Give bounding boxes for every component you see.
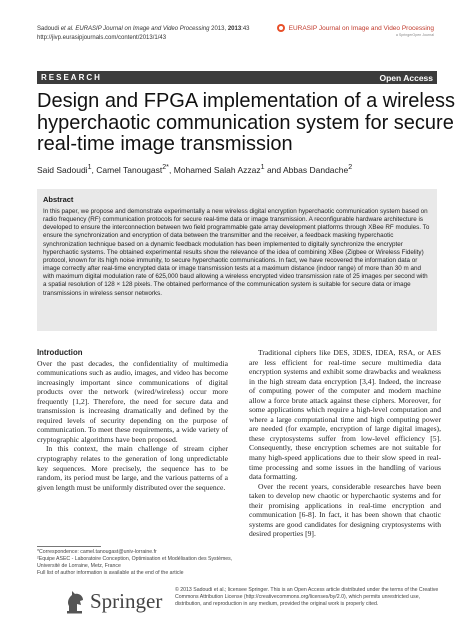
paragraph: Over the recent years, considerable researches have been taken to develop new chaotic or hyperchaotic systems and for their promising applications in real-time encryption and communication [6-8]. In fact, it has been shown that chaotic systems are good candidates for designing cryptosystems with desired properties [9]. <box>249 481 441 539</box>
author: Camel Tanougast <box>96 164 163 175</box>
springer-knight-icon <box>64 588 86 614</box>
publisher-logo <box>64 588 162 614</box>
author: Abbas Dandache <box>283 164 349 175</box>
author-info-note: Full list of author information is available at the end of the article <box>37 570 184 576</box>
body-column-right <box>249 348 441 539</box>
abstract-text: In this paper, we propose and demonstrate experimentally a new wireless digital encryption hyperchaotic communication system based on radio frequency (RF) communication protocols for secure real-time data or image transmission. A reconfigurable hardware architecture is developed to ensure the interconnection between two field programmable gate array development platforms through XBee RF modules. To ensure the synchronization and encryption of data between the transmitter and the receiver, a feedback masking hyperchaotic synchronization technique based on a dynamic feedback modulation has been implemented to digitally synchronize the encrypter hyperchaotic systems. The obtained experimental results show the relevance of the idea of combining XBee (Zigbee or Wireless Fidelity) protocol, known for its high noise immunity, to secure hyperchaotic communications. In fact, we have recovered the information data or image correctly after real-time encrypted data or image transmission tests at a maximum distance (indoor range) of more than 30 m and with maximum digital modulation rate of 625,000 baud allowing a wireless encrypted video transmission rate of 25 images per second with a spatial resolution of 128 × 128 pixels. The obtained performance of the communication system is suitable for secure data or image transmissions in wireless sensor networks. <box>43 208 430 297</box>
article-type-banner <box>37 71 437 84</box>
paragraph: Traditional ciphers like DES, 3DES, IDEA, RSA, or AES are less efficient for real-time secure multimedia data encryption systems and exhibit some drawbacks and weakness in the high stream data encryption [3,4]. Indeed, the increase of computing power of the computer and modern machine allow a force brute attack against these ciphers. Moreover, for some applications which require a high-level computation and where a large computational time and high computing power are needed (for example, encryption of large digital images), these cryptosystems suffer from low-level efficiency [5]. Consequently, these encryption schemes are not suitable for many high-speed applications due to their slow speed in real-time processing and some issues in the handling of various data formatting. <box>249 348 441 482</box>
footnote-divider <box>37 546 101 547</box>
paper-title: Design and FPGA implementation of a wireless hyperchaotic communication system for secure real-time image transmission <box>37 90 455 155</box>
article-url[interactable]: http://jivp.eurasipjournals.com/content/2013/1/43 <box>37 35 167 41</box>
affiliation-note: ²Equipe ASEC - Laboratoire Conception, Optimisation et Modélisation des Systèmes, Université de Lorraine, Metz, France <box>37 556 233 569</box>
eurasip-logo-icon <box>277 24 285 32</box>
publisher-line: a SpringerOpen Journal <box>395 33 434 37</box>
abstract-heading: Abstract <box>43 195 74 204</box>
publisher-name: Springer <box>90 588 163 613</box>
paragraph: In this context, the main challenge of stream cipher cryptography relates to the generation of long unpredictable key sequences. More precisely, the sequence has to be random, its period must be large, and the various patterns of a given length must be uniformly distributed over the sequence. <box>37 444 228 492</box>
journal-brand <box>277 24 434 37</box>
body-column-left <box>37 348 228 492</box>
running-header <box>37 25 250 43</box>
author: Mohamed Salah Azzaz <box>173 164 261 175</box>
paragraph: Over the past decades, the confidentiality of multimedia communications such as audio, images, and video has become increasingly important since communications of digital products over the network (wired/wireless) occur more frequently [1,2]. Therefore, the need for secure data and transmission is increasing dramatically and defined by the required levels of security depending on the purpose of communication. To meet these requirements, a wide variety of cryptographic algorithms have been proposed. <box>37 358 228 444</box>
article-type-label: RESEARCH <box>41 73 102 82</box>
author-list: Said Sadoudi$^1$, Camel Tanougast$^{2*}$, Mohamed Salah Azzaz$^1$ and Abbas Dandache$^2$ <box>37 163 353 175</box>
correspondence-note: *Correspondence: camel.tanougast@univ-lorraine.fr <box>37 549 157 555</box>
section-heading: Introduction <box>37 348 83 357</box>
footnotes <box>37 549 237 577</box>
abstract-box <box>37 189 437 331</box>
citation-line: Sadoudi et al. EURASIP Journal on Image and Video Processing 2013, 2013:43 <box>37 26 250 32</box>
journal-brand-name: EURASIP Journal on Image and Video Processing <box>288 24 434 32</box>
license-text: © 2013 Sadoudi et al.; licensee Springer. This is an Open Access article distributed under the terms of the Creative Commons Attribution License (http://creativecommons.org/licenses/by/2.0), which permits unrestricted use, distribution, and reproduction in any medium, provided the original work is properly cited. <box>175 587 439 607</box>
open-access-label: Open Access <box>379 72 433 83</box>
author: Said Sadoudi <box>37 164 88 175</box>
